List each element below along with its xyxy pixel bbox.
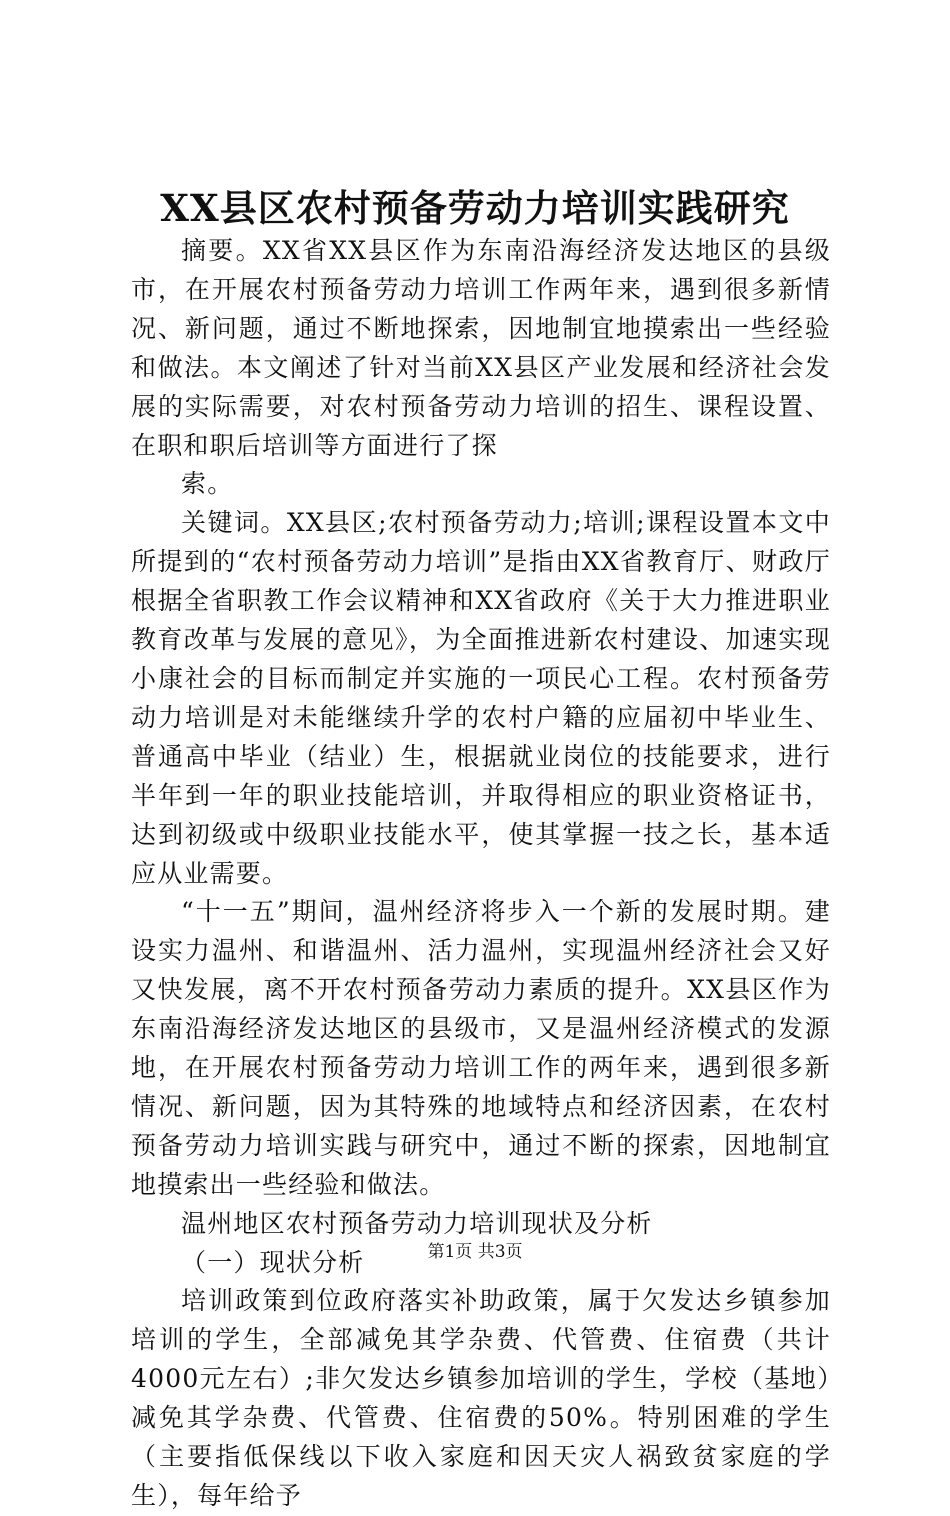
abstract-paragraph: 摘要。XX省XX县区作为东南沿海经济发达地区的县级市，在开展农村预备劳动力培训工作两年来，遇到很多新情况、新问题，通过不断地探索，因地制宜地摸索出一些经验和做法。本文阐述了针对当前XX县区产业发展和经济社会发展的实际需要，对农村预备劳动力培训的招生、课程设置、在职和职后培训等方面进行了探 [131, 236, 831, 460]
document-title: XX县区农村预备劳动力培训实践研究 [160, 186, 790, 230]
subsection-heading: （一）现状分析 [181, 1247, 365, 1277]
page-indicator: 第1页 共3页 [427, 1242, 523, 1262]
body-paragraph: 培训政策到位政府落实补助政策，属于欠发达乡镇参加培训的学生，全部减免其学杂费、代管费、住宿费（共计4000元左右）;非欠发达乡镇参加培训的学生，学校（基地）减免其学杂费、代管费、住宿费的50%。特别困难的学生（主要指低保线以下收入家庭和因天灾人祸致贫家庭的学生），每年给予 [131, 1286, 831, 1510]
abstract-continuation: 索。 [181, 469, 234, 499]
document-body [131, 232, 831, 1516]
section-heading: 温州地区农村预备劳动力培训现状及分析 [181, 1208, 653, 1238]
body-paragraph: “十一五”期间，温州经济将步入一个新的发展时期。建设实力温州、和谐温州、活力温州，实现温州经济社会又好又快发展，离不开农村预备劳动力素质的提升。XX县区作为东南沿海经济发达地区的县级市，又是温州经济模式的发源地，在开展农村预备劳动力培训工作的两年来，遇到很多新情况、新问题，因为其特殊的地域特点和经济因素，在农村预备劳动力培训实践与研究中，通过不断的探索，因地制宜地摸索出一些经验和做法。 [131, 897, 831, 1199]
keywords-paragraph: 关键词。XX县区;农村预备劳动力;培训;课程设置本文中所提到的“农村预备劳动力培训”是指由XX省教育厅、财政厅根据全省职教工作会议精神和XX省政府《关于大力推进职业教育改革与发展的意见》，为全面推进新农村建设、加速实现小康社会的目标而制定并实施的一项民心工程。农村预备劳动力培训是对未能继续升学的农村户籍的应届初中毕业生、普通高中毕业（结业）生，根据就业岗位的技能要求，进行半年到一年的职业技能培训，并取得相应的职业资格证书，达到初级或中级职业技能水平，使其掌握一技之长，基本适应从业需要。 [131, 508, 831, 888]
